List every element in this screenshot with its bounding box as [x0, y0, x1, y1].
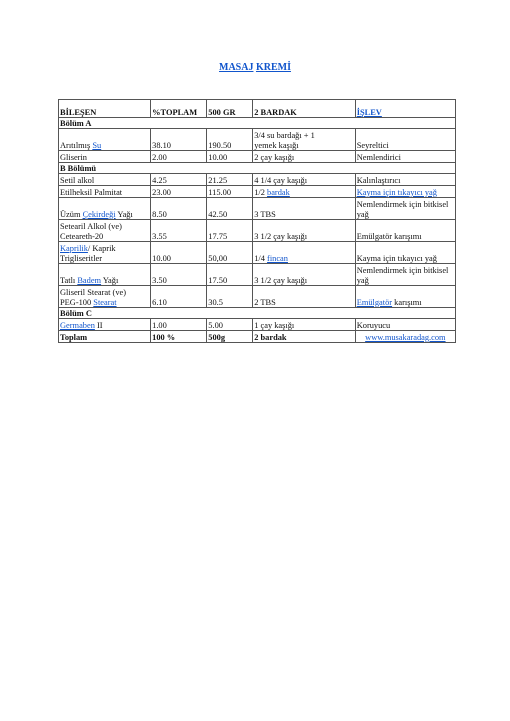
- function-cell: Emülgatör karışımı: [355, 220, 455, 242]
- table-row-caprylic: [59, 242, 456, 264]
- cups-cell: 3 1/2 çay kaşığı: [253, 220, 355, 242]
- total-cell: 23.00: [151, 186, 207, 198]
- ingredient-cell: [59, 220, 151, 242]
- cups-cell: [253, 242, 355, 264]
- function-header-link[interactable]: İŞLEV: [356, 107, 382, 117]
- ingredient-line-1: Setearil Alkol (ve): [60, 222, 122, 231]
- function-line-2: yağ: [356, 209, 369, 219]
- total-cell: 6.10: [151, 286, 207, 308]
- function-link-emulgator[interactable]: Emülgatör: [356, 297, 393, 307]
- g500-cell: 50,00: [207, 242, 253, 264]
- website-link[interactable]: www.musakaradag.com: [365, 332, 446, 342]
- ingredient-line-2: Ceteareth-20: [60, 231, 104, 241]
- ingredient-cell: [59, 286, 151, 308]
- ingredient-link-cekirdegi[interactable]: Çekirdeği: [82, 209, 116, 219]
- total-g500-cell: 500g: [207, 331, 253, 343]
- title-link-kremi[interactable]: KREMİ: [255, 62, 291, 73]
- function-cell: [355, 198, 455, 220]
- g500-cell: 42.50: [207, 198, 253, 220]
- function-cell: [355, 186, 455, 198]
- function-cell: [355, 264, 455, 286]
- table-row-ceteareth: [59, 220, 456, 242]
- ingredient-text: Arıtılmış: [60, 140, 93, 150]
- total-cell: 3.50: [151, 264, 207, 286]
- ingredient-cell: Setil alkol: [59, 174, 151, 186]
- cups-line-2: yemek kaşığı: [254, 140, 299, 150]
- table-header-row: [59, 100, 456, 118]
- table-row-stearate: [59, 286, 456, 308]
- table-row-almond: [59, 264, 456, 286]
- ingredient-link-kaprilik[interactable]: Kaprilik: [60, 244, 88, 253]
- ingredient-text-post: / Kaprik: [87, 244, 116, 253]
- title-link-masaj[interactable]: MASAJ: [219, 62, 254, 73]
- total-cell: 3.55: [151, 220, 207, 242]
- ingredient-link-germaben[interactable]: Germaben: [60, 320, 95, 330]
- ingredient-text-post: II: [94, 320, 103, 330]
- ingredient-text-post: Yağı: [115, 209, 133, 219]
- ingredient-link-badem[interactable]: Badem: [77, 275, 102, 285]
- ingredient-cell: Etilheksil Palmitat: [59, 186, 151, 198]
- g500-cell: 10.00: [207, 151, 253, 163]
- cups-cell: 2 çay kaşığı: [253, 151, 355, 163]
- recipe-table: [58, 99, 456, 343]
- ingredient-cell: [59, 242, 151, 264]
- g500-cell: 190.50: [207, 129, 253, 151]
- total-cell: 2.00: [151, 151, 207, 163]
- total-cell: 1.00: [151, 319, 207, 331]
- cups-cell: 3 TBS: [253, 198, 355, 220]
- ingredient-line-1: [60, 244, 149, 254]
- cups-cell: 3 1/2 çay kaşığı: [253, 264, 355, 286]
- g500-cell: 17.50: [207, 264, 253, 286]
- cups-text: 1/4: [254, 253, 268, 263]
- section-row-a: [59, 118, 456, 129]
- total-cell: 4.25: [151, 174, 207, 186]
- header-function: [355, 100, 455, 118]
- function-line-2: yağ: [356, 275, 369, 285]
- cups-cell: 4 1/4 çay kaşığı: [253, 174, 355, 186]
- website-cell: [355, 331, 455, 343]
- section-label-c: Bölüm C: [59, 308, 456, 319]
- table-row-grapeseed: [59, 198, 456, 220]
- section-label-b: B Bölümü: [59, 163, 456, 174]
- total-cell: 10.00: [151, 242, 207, 264]
- ingredient-text: Tatlı: [60, 275, 78, 285]
- function-text-post: karışımı: [392, 297, 422, 307]
- table-row-glycerin: [59, 151, 456, 163]
- g500-cell: 30.5: [207, 286, 253, 308]
- total-cups-cell: 2 bardak: [253, 331, 355, 343]
- cups-cell: [253, 129, 355, 151]
- function-cell: Nemlendirici: [355, 151, 455, 163]
- table-row-total: [59, 331, 456, 343]
- function-cell: Koruyucu: [355, 319, 455, 331]
- function-cell: Seyreltici: [355, 129, 455, 151]
- header-total: %TOPLAM: [151, 100, 207, 118]
- cups-cell: 2 TBS: [253, 286, 355, 308]
- cups-cell: 1 çay kaşığı: [253, 319, 355, 331]
- g500-cell: 21.25: [207, 174, 253, 186]
- ingredient-cell: [59, 198, 151, 220]
- table-row-palmitate: [59, 186, 456, 198]
- ingredient-cell: [59, 129, 151, 151]
- function-line-1: Nemlendirmek için bitkisel: [356, 266, 449, 275]
- ingredient-text: PEG-100: [60, 297, 94, 307]
- function-cell: [355, 286, 455, 308]
- cups-link-bardak[interactable]: bardak: [267, 187, 290, 197]
- ingredient-cell: Gliserin: [59, 151, 151, 163]
- total-cell: 8.50: [151, 198, 207, 220]
- ingredient-text-post: Yağı: [101, 275, 119, 285]
- ingredient-text: Üzüm: [60, 209, 83, 219]
- total-percent-cell: 100 %: [151, 331, 207, 343]
- g500-cell: 5.00: [207, 319, 253, 331]
- cups-cell: [253, 186, 355, 198]
- function-cell: Kayma için tıkayıcı yağ: [355, 242, 455, 264]
- header-2-cups: 2 BARDAK: [253, 100, 355, 118]
- section-row-b: [59, 163, 456, 174]
- g500-cell: 17.75: [207, 220, 253, 242]
- cups-line-1: 3/4 su bardağı + 1: [254, 131, 315, 140]
- table-row-water: [59, 129, 456, 151]
- page-title: [0, 62, 510, 73]
- function-line-1: Nemlendirmek için bitkisel: [356, 200, 449, 209]
- header-ingredient: BİLEŞEN: [59, 100, 151, 118]
- section-label-a: Bölüm A: [59, 118, 456, 129]
- function-cell: Kalınlaştırıcı: [355, 174, 455, 186]
- cups-text: 1/2: [254, 187, 268, 197]
- ingredient-line-2: [60, 298, 149, 308]
- ingredient-line-2: Trigliseritler: [60, 253, 103, 263]
- ingredient-link-su[interactable]: Su: [92, 140, 102, 150]
- total-label-cell: Toplam: [59, 331, 151, 343]
- table-row-cetyl: [59, 174, 456, 186]
- ingredient-line-1: Gliseril Stearat (ve): [60, 288, 127, 297]
- cups-link-fincan[interactable]: fincan: [267, 253, 288, 263]
- g500-cell: 115.00: [207, 186, 253, 198]
- header-500g: 500 GR: [207, 100, 253, 118]
- total-cell: 38.10: [151, 129, 207, 151]
- ingredient-cell: [59, 264, 151, 286]
- section-row-c: [59, 308, 456, 319]
- function-link[interactable]: Kayma için tıkayıcı yağ: [356, 187, 437, 197]
- table-row-germaben: [59, 319, 456, 331]
- ingredient-link-stearat[interactable]: Stearat: [93, 297, 117, 307]
- ingredient-cell: [59, 319, 151, 331]
